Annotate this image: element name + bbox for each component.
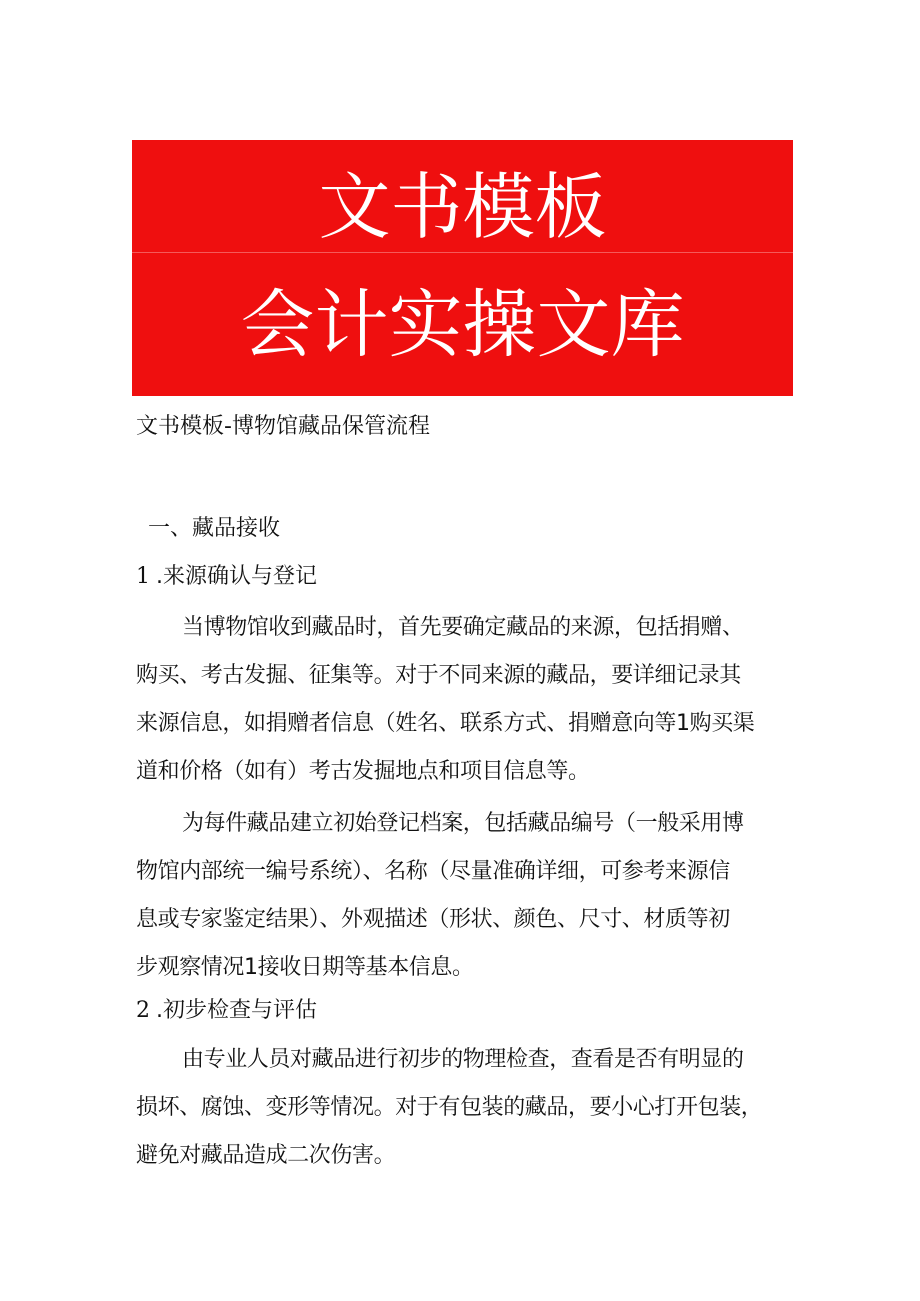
subsection-heading-2 [136,996,317,1026]
paragraph-line: 为每件藏品建立初始登记档案，包括藏品编号（一般采用博 [182,811,744,836]
paragraph-line: 当博物馆收到藏品时，首先要确定藏品的来源，包括捐赠、 [182,615,744,640]
banner-title-line2: 会计实操文库 [240,282,685,368]
paragraph-line: 购买、考古发掘、征集等。对于不同来源的藏品，要详细记录其 [136,663,741,688]
paragraph-line: 步观察情况1接收日期等基本信息。 [136,955,474,980]
document-title: 文书模板-博物馆藏品保管流程 [136,414,430,439]
paragraph-line: 由专业人员对藏品进行初步的物理检查，查看是否有明显的 [182,1047,744,1072]
paragraph-line: 避免对藏品造成二次伤害。 [136,1143,396,1168]
paragraph-source-registration [136,604,796,796]
subsection-number: 1 [136,564,150,589]
subsection-title: .初步检查与评估 [156,998,317,1023]
header-banner [132,140,793,396]
paragraph-line: 物馆内部统一编号系统）、名称（尽量准确详细，可参考来源信 [136,859,730,884]
paragraph-line: 来源信息，如捐赠者信息（姓名、联系方式、捐赠意向等1购买渠 [136,711,755,736]
subsection-number: 2 [136,998,150,1023]
subsection-heading-1 [136,562,317,592]
section-heading: 一、藏品接收 [148,516,281,541]
banner-title-line1: 文书模板 [318,165,607,249]
subsection-title: .来源确认与登记 [156,564,317,589]
paragraph-line: 息或专家鉴定结果）、外观描述（形状、颜色、尺寸、材质等初 [136,907,730,932]
paragraph-line: 损坏、腐蚀、变形等情况。对于有包装的藏品，要小心打开包装， [136,1095,763,1120]
paragraph-initial-inspection [136,1036,796,1180]
banner-divider [132,252,793,253]
paragraph-line: 道和价格（如有）考古发掘地点和项目信息等。 [136,759,590,784]
paragraph-initial-record [136,800,796,992]
